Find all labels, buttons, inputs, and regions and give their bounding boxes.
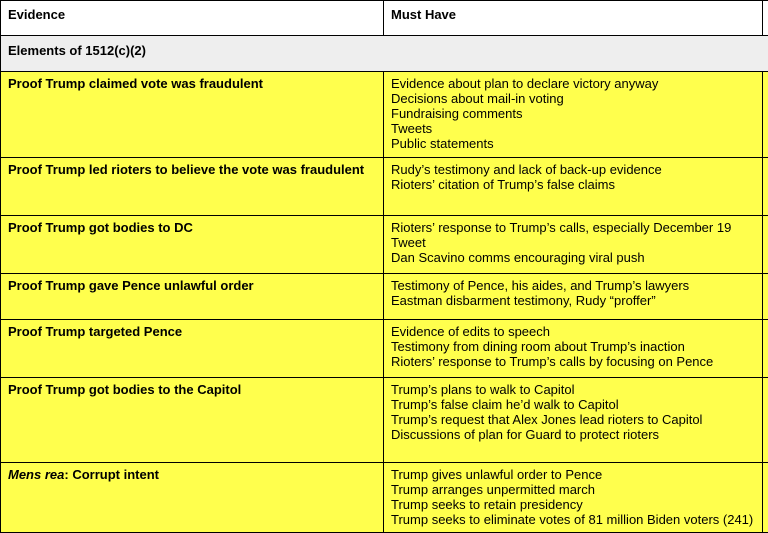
- must-have-item: Fundraising comments: [391, 106, 755, 121]
- must-have-item: Rioters’ response to Trump’s calls, especially December 19: [391, 220, 755, 235]
- must-have-cell: [384, 158, 763, 216]
- table-row: [1, 463, 768, 533]
- must-have-item: Tweets: [391, 121, 755, 136]
- table-row: [1, 320, 768, 378]
- must-have-item: Testimony of Pence, his aides, and Trump’s lawyers: [391, 278, 755, 293]
- extra-cell: [763, 158, 768, 216]
- evidence-italic-text: Mens rea: [8, 467, 64, 482]
- header-row: [1, 1, 768, 36]
- extra-cell: [763, 320, 768, 378]
- must-have-item: Testimony from dining room about Trump’s inaction: [391, 339, 755, 354]
- must-have-item: Evidence of edits to speech: [391, 324, 755, 339]
- extra-cell: [763, 378, 768, 463]
- must-have-cell: [384, 463, 763, 533]
- must-have-cell: [384, 378, 763, 463]
- evidence-text: Proof Trump gave Pence unlawful order: [8, 278, 254, 293]
- evidence-cell: [1, 378, 384, 463]
- must-have-item: Evidence about plan to declare victory anyway: [391, 76, 755, 91]
- must-have-cell: [384, 216, 763, 274]
- must-have-item: Rioters’ citation of Trump’s false claims: [391, 177, 755, 192]
- evidence-text: Proof Trump claimed vote was fraudulent: [8, 76, 263, 91]
- evidence-cell: [1, 72, 384, 158]
- table-row: [1, 216, 768, 274]
- header-must-have: Must Have: [384, 1, 763, 36]
- must-have-item: Trump gives unlawful order to Pence: [391, 467, 755, 482]
- evidence-text: Proof Trump led rioters to believe the vote was fraudulent: [8, 162, 364, 177]
- evidence-cell: [1, 158, 384, 216]
- must-have-item: Trump’s request that Alex Jones lead rioters to Capitol: [391, 412, 755, 427]
- header-evidence: Evidence: [1, 1, 384, 36]
- evidence-text: : Corrupt intent: [64, 467, 159, 482]
- must-have-item: Dan Scavino comms encouraging viral push: [391, 250, 755, 265]
- must-have-cell: [384, 274, 763, 320]
- table-row: [1, 378, 768, 463]
- evidence-cell: [1, 463, 384, 533]
- must-have-item: Trump seeks to retain presidency: [391, 497, 755, 512]
- table-row: [1, 274, 768, 320]
- evidence-text: Proof Trump got bodies to DC: [8, 220, 193, 235]
- section-row: [1, 36, 768, 72]
- evidence-cell: [1, 320, 384, 378]
- must-have-item: Decisions about mail-in voting: [391, 91, 755, 106]
- must-have-item: Trump’s plans to walk to Capitol: [391, 382, 755, 397]
- must-have-item: Discussions of plan for Guard to protect rioters: [391, 427, 755, 442]
- extra-cell: [763, 72, 768, 158]
- must-have-cell: [384, 72, 763, 158]
- evidence-cell: [1, 216, 384, 274]
- header-extra: [763, 1, 768, 36]
- must-have-item: Rioters’ response to Trump’s calls by focusing on Pence: [391, 354, 755, 369]
- evidence-text: Proof Trump targeted Pence: [8, 324, 182, 339]
- must-have-item: Tweet: [391, 235, 755, 250]
- must-have-item: Public statements: [391, 136, 755, 151]
- section-title: Elements of 1512(c)(2): [1, 36, 768, 72]
- must-have-item: Eastman disbarment testimony, Rudy “proffer”: [391, 293, 755, 308]
- must-have-item: Rudy’s testimony and lack of back-up evidence: [391, 162, 755, 177]
- must-have-cell: [384, 320, 763, 378]
- must-have-item: Trump’s false claim he’d walk to Capitol: [391, 397, 755, 412]
- extra-cell: [763, 463, 768, 533]
- must-have-item: Trump seeks to eliminate votes of 81 million Biden voters (241): [391, 512, 755, 527]
- table-row: [1, 158, 768, 216]
- evidence-cell: [1, 274, 384, 320]
- table-row: [1, 72, 768, 158]
- extra-cell: [763, 274, 768, 320]
- extra-cell: [763, 216, 768, 274]
- must-have-item: Trump arranges unpermitted march: [391, 482, 755, 497]
- evidence-text: Proof Trump got bodies to the Capitol: [8, 382, 241, 397]
